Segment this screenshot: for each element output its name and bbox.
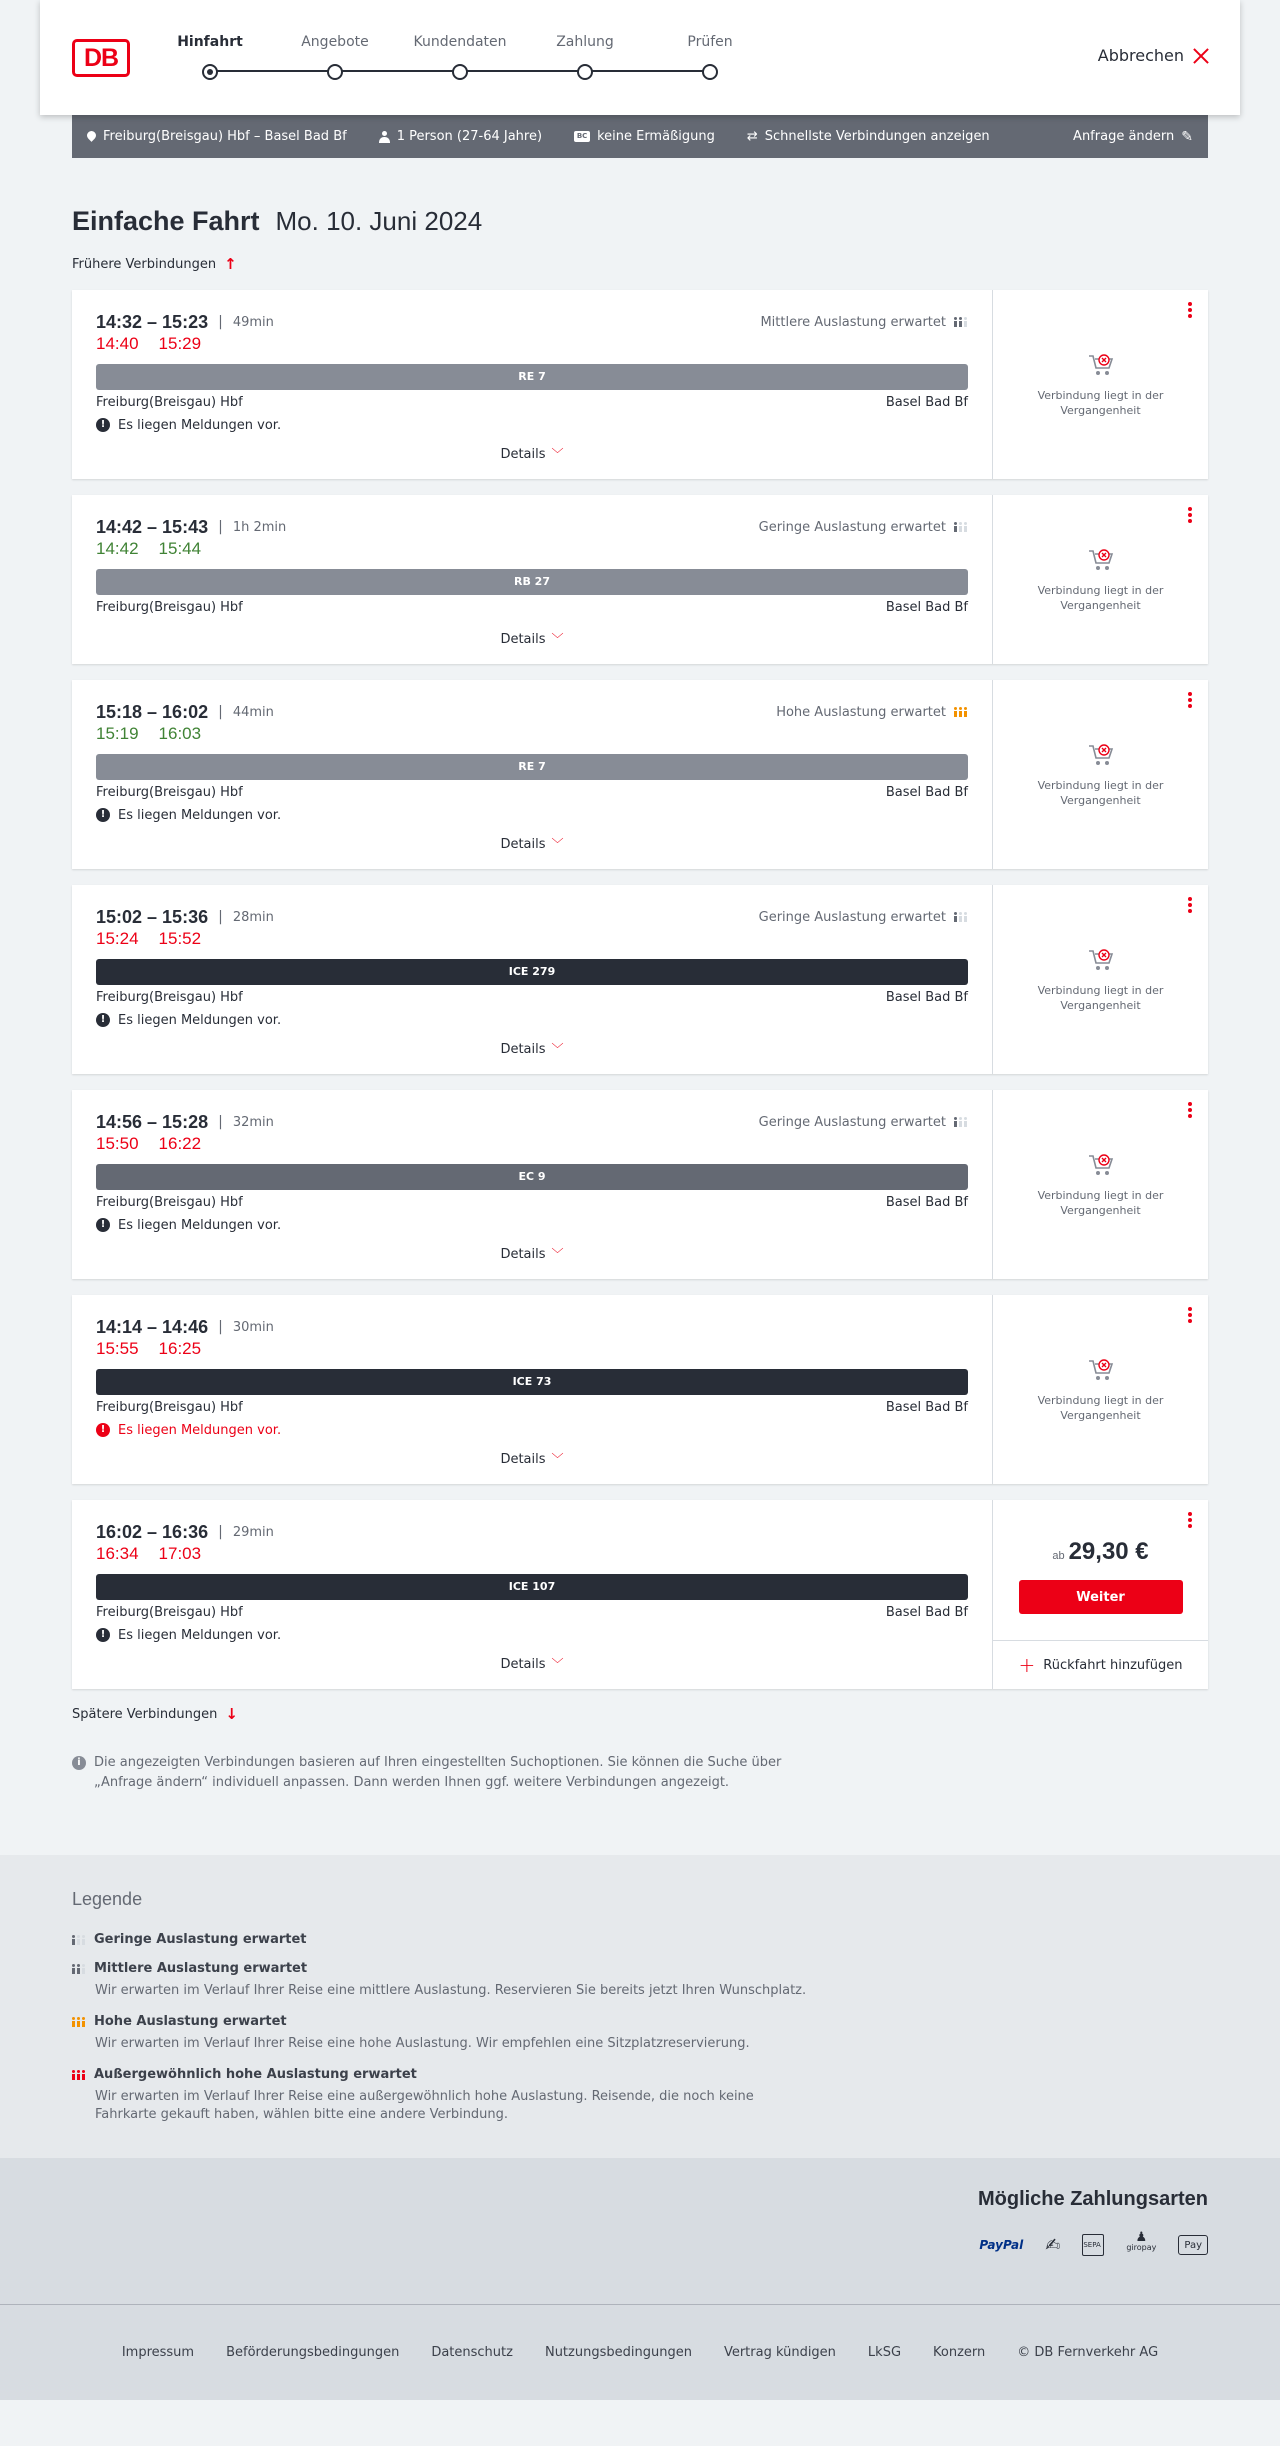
scheduled-times: 15:18 – 16:02 [96,701,209,722]
realtime-departure: 15:19 [96,724,139,743]
details-toggle[interactable] [96,835,968,855]
details-toggle[interactable] [96,1245,968,1265]
legend-item-description: Wir erwarten im Verlauf Ihrer Reise eine hohe Auslastung. Wir empfehlen eine Sitzplatzreservierung. [95,2036,750,2051]
legend-item [72,2014,1208,2053]
past-connection-notice [993,547,1208,613]
cancel-label: Abbrechen [1097,46,1184,65]
connection-offer [993,290,1208,479]
separator: | [218,704,223,720]
cart-unavailable-icon [1087,352,1115,378]
info-note [72,1753,832,1793]
realtime-departure: 14:40 [96,334,139,353]
realtime-departure: 16:34 [96,1544,139,1563]
pencil-icon: ✎ [1181,128,1193,145]
legend-section [0,1855,1280,2158]
occupancy-icon [954,1117,968,1127]
disruption-message-text: Es liegen Meldungen vor. [118,1422,282,1438]
connection-list [72,290,1208,1689]
past-connection-notice [993,1152,1208,1218]
legend-item-head [72,1961,1208,1976]
details-label: Details [500,632,546,647]
connection-times-row [96,1520,968,1544]
connection-offer [993,885,1208,1074]
separator: | [218,314,223,330]
chevron-down-icon: ﹀ [551,632,564,646]
sepa-icon: SEPA [1082,2234,1104,2256]
more-options-icon[interactable] [1188,897,1192,913]
occupancy-indicator [759,910,968,925]
connection-details [72,1295,993,1484]
more-options-icon[interactable] [1188,1512,1192,1528]
alert-icon: ! [96,1218,110,1232]
footer-link[interactable]: Datenschutz [431,2345,513,2360]
occupancy-icon [954,317,968,327]
past-connection-text: Verbindung liegt in der Vergangenheit [1037,1393,1164,1422]
person-icon [379,131,390,143]
scheduled-times: 14:56 – 15:28 [96,1111,209,1132]
scheduled-times: 14:42 – 15:43 [96,516,209,537]
train-bar[interactable]: RB 27 [96,569,968,595]
more-options-icon[interactable] [1188,302,1192,318]
connection-times-row [96,310,968,334]
connection-card[interactable] [72,1295,1208,1484]
connection-card[interactable] [72,495,1208,664]
alert-icon: ! [96,1628,110,1642]
details-label: Details [500,1452,546,1467]
footer-link[interactable]: LkSG [867,2345,902,2360]
connection-details [72,1500,993,1689]
alert-icon: ! [96,808,110,822]
details-label: Details [500,1042,546,1057]
details-toggle[interactable] [96,1655,968,1675]
close-icon [1192,47,1210,65]
departure-station: Freiburg(Breisgau) Hbf [96,785,243,800]
discount-text: keine Ermäßigung [597,129,715,144]
arrival-station: Basel Bad Bf [885,990,968,1005]
connection-offer [993,1090,1208,1279]
header [40,0,1240,115]
payment-icons [72,2230,1208,2257]
search-option-summary [747,129,990,144]
payment-methods-title: Mögliche Zahlungsarten [977,2188,1208,2210]
stations-row [96,785,968,805]
more-options-icon[interactable] [1188,507,1192,523]
swap-arrows-icon: ⇄ [746,129,758,144]
continue-button[interactable]: Weiter [1019,1580,1183,1614]
disruption-message[interactable] [96,1625,968,1645]
realtime-row [96,1134,968,1158]
step-dot-icon [452,64,468,80]
connection-card[interactable] [72,290,1208,479]
occupancy-icon [954,912,968,922]
price-box [993,1500,1208,1614]
apple-pay-icon [1178,2235,1208,2255]
arrival-station: Basel Bad Bf [885,395,968,410]
earlier-connections-link[interactable] [72,255,1208,273]
page-title [72,206,1208,237]
main-content [72,206,1208,1793]
occupancy-level-2-icon [72,1964,86,1974]
step-label: Kundendaten [413,34,507,50]
plus-icon: + [1018,1653,1036,1677]
separator: | [218,909,223,925]
scheduled-times: 15:02 – 15:36 [96,906,209,927]
page-title-trip-type: Einfache Fahrt [72,206,260,236]
occupancy-label: Hohe Auslastung erwartet [776,704,946,720]
cart-unavailable-icon [1087,1357,1115,1383]
scheduled-times: 14:32 – 15:23 [96,311,209,332]
arrival-station: Basel Bad Bf [885,1400,968,1415]
connection-details [72,1090,993,1279]
price-prefix: ab [1052,1550,1065,1562]
alert-icon: ! [96,1013,110,1027]
past-connection-text: Verbindung liegt in der Vergangenheit [1037,388,1164,417]
occupancy-indicator [759,1115,968,1130]
legend-item [72,2067,1208,2124]
scheduled-times: 16:02 – 16:36 [96,1521,209,1542]
connection-card[interactable] [72,1090,1208,1279]
step-2 [400,34,520,50]
train-bar[interactable]: ICE 107 [96,1574,968,1600]
occupancy-label: Mittlere Auslastung erwartet [760,314,946,330]
past-connection-text: Verbindung liegt in der Vergangenheit [1037,583,1164,612]
route-text: Freiburg(Breisgau) Hbf – Basel Bad Bf [103,129,347,144]
occupancy-indicator [759,520,968,535]
progress-stepper [177,34,733,84]
duration: 44min [232,704,274,720]
duration: 29min [232,1524,274,1540]
disruption-message-text: Es liegen Meldungen vor. [118,1217,282,1233]
connection-times-row [96,515,968,539]
realtime-row [96,1544,968,1568]
train-bar[interactable]: EC 9 [96,1164,968,1190]
disruption-message[interactable] [96,1215,968,1235]
departure-station: Freiburg(Breisgau) Hbf [96,600,243,615]
step-dot-icon [702,64,718,80]
realtime-departure: 14:42 [96,539,139,558]
discount-summary [574,129,715,144]
departure-station: Freiburg(Breisgau) Hbf [96,1400,243,1415]
occupancy-label: Geringe Auslastung erwartet [758,1114,946,1130]
connection-details [72,290,993,479]
step-3 [525,34,645,50]
connection-offer [993,495,1208,664]
past-connection-notice [993,947,1208,1013]
alert-icon: ! [96,1423,110,1437]
disruption-message-text: Es liegen Meldungen vor. [118,1012,282,1028]
stations-row [96,1605,968,1625]
more-options-icon[interactable] [1188,1307,1192,1323]
step-dot-icon [577,64,593,80]
legend-item-title: Geringe Auslastung erwartet [94,1932,307,1947]
past-connection-notice [993,742,1208,808]
details-label: Details [500,1247,546,1262]
realtime-arrival: 16:03 [158,724,202,743]
past-connection-text: Verbindung liegt in der Vergangenheit [1037,778,1164,807]
passenger-summary [379,129,542,144]
separator: | [218,1319,223,1335]
occupancy-indicator [760,315,968,330]
departure-station: Freiburg(Breisgau) Hbf [96,1605,243,1620]
cart-unavailable-icon [1087,947,1115,973]
step-0 [150,34,270,50]
later-connections-link[interactable] [72,1705,1208,1723]
chevron-down-icon: ﹀ [551,1042,564,1056]
details-toggle[interactable] [96,630,968,650]
add-return-trip-link[interactable] [993,1640,1208,1689]
separator: | [218,1114,223,1130]
footer-link[interactable]: Nutzungsbedingungen [544,2345,692,2360]
realtime-arrival: 16:22 [158,1134,202,1153]
chevron-down-icon: ﹀ [551,837,564,851]
passenger-text: 1 Person (27-64 Jahre) [396,129,543,144]
connection-times-row [96,1315,968,1339]
location-pin-icon [87,131,96,143]
legend-item-title: Hohe Auslastung erwartet [94,2014,287,2029]
step-dot-icon [202,64,218,80]
cart-unavailable-icon [1087,547,1115,573]
disruption-message-text: Es liegen Meldungen vor. [118,807,282,823]
connection-card[interactable] [72,1500,1208,1689]
footer-link[interactable]: Vertrag kündigen [723,2345,836,2360]
duration: 30min [232,1319,274,1335]
later-connections-label: Spätere Verbindungen [72,1706,218,1722]
legend-item [72,1932,1208,1947]
arrival-station: Basel Bad Bf [885,1195,968,1210]
duration: 32min [232,1114,274,1130]
step-label: Hinfahrt [177,34,243,50]
past-connection-text: Verbindung liegt in der Vergangenheit [1037,983,1164,1012]
realtime-row [96,1339,968,1363]
duration: 1h 2min [232,519,287,535]
legend-item-description: Wir erwarten im Verlauf Ihrer Reise eine mittlere Auslastung. Reservieren Sie bereits jetzt Ihren Wunschplatz. [95,1983,807,1998]
footer-link[interactable]: Beförderungsbedingungen [226,2345,400,2360]
details-label: Details [500,447,546,462]
copyright: © DB Fernverkehr AG [1017,2345,1159,2360]
occupancy-level-1-icon [72,1935,86,1945]
add-return-trip-label: Rückfahrt hinzufügen [1043,1657,1183,1673]
train-bar[interactable]: ICE 73 [96,1369,968,1395]
realtime-row [96,539,968,563]
scheduled-times: 14:14 – 14:46 [96,1316,209,1337]
cart-unavailable-icon [1087,742,1115,768]
arrival-station: Basel Bad Bf [885,600,968,615]
step-4 [650,34,770,50]
disruption-message-text: Es liegen Meldungen vor. [118,417,282,433]
step-label: Prüfen [687,34,733,50]
departure-station: Freiburg(Breisgau) Hbf [96,990,243,1005]
cart-unavailable-icon [1087,1152,1115,1178]
occupancy-indicator [776,705,968,720]
giropay-label: giropay [1126,2243,1157,2252]
past-connection-notice [993,352,1208,418]
arrow-down-icon: ↓ [225,1705,238,1723]
disruption-message-text: Es liegen Meldungen vor. [118,1627,282,1643]
cancel-button[interactable] [1098,46,1210,65]
info-note-text: Die angezeigten Verbindungen basieren auf Ihren eingestellten Suchoptionen. Sie können die Suche über „Anfrage ändern“ individuell anpassen. Dann werden Ihnen ggf. weitere Verbindungen angezeigt. [94,1755,782,1790]
connection-offer [993,1295,1208,1484]
realtime-row [96,334,968,358]
paypal-icon: PayPal [979,2238,1024,2252]
earlier-connections-label: Frühere Verbindungen [72,256,217,272]
edit-search-label: Anfrage ändern [1073,129,1175,144]
separator: | [218,519,223,535]
legend-title: Legende [72,1889,143,1909]
route-summary [87,129,347,144]
legend-item-title: Außergewöhnlich hohe Auslastung erwartet [94,2067,417,2082]
realtime-departure: 15:24 [96,929,139,948]
legend-item-head [72,2067,1208,2082]
apple-pay-label: Pay [1184,2239,1202,2251]
disruption-message[interactable] [96,1420,968,1440]
arrival-station: Basel Bad Bf [885,1605,968,1620]
connection-details [72,885,993,1074]
connection-details [72,495,993,664]
connection-times-row [96,1110,968,1134]
edit-search-button[interactable] [1073,129,1193,145]
disruption-message[interactable] [96,1010,968,1030]
info-icon: i [72,1756,86,1770]
price [993,1538,1208,1566]
legend-item-title: Mittlere Auslastung erwartet [94,1961,308,1976]
legend-item-description: Wir erwarten im Verlauf Ihrer Reise eine außergewöhnlich hohe Auslastung. Reisende, die noch keine Fahrkarte gekauft haben, wählen bitte eine andere Verbindung. [95,2089,754,2122]
price-value: 29,30 € [1068,1538,1149,1565]
details-label: Details [500,1657,546,1672]
page-title-date: Mo. 10. Juni 2024 [275,206,483,236]
occupancy-label: Geringe Auslastung erwartet [758,909,946,925]
direct-debit-icon: ✍ [1045,2234,1061,2256]
step-1 [275,34,395,50]
disruption-message[interactable] [96,415,968,435]
departure-station: Freiburg(Breisgau) Hbf [96,395,243,410]
more-options-icon[interactable] [1188,692,1192,708]
train-bar[interactable]: ICE 279 [96,959,968,985]
realtime-row [96,724,968,748]
connection-card[interactable] [72,885,1208,1074]
past-connection-text: Verbindung liegt in der Vergangenheit [1037,1188,1164,1217]
alert-icon: ! [96,418,110,432]
more-options-icon[interactable] [1188,1102,1192,1118]
arrow-up-icon: ↑ [224,255,237,273]
step-label: Zahlung [556,34,614,50]
details-label: Details [500,837,546,852]
chevron-down-icon: ﹀ [551,447,564,461]
connection-offer [993,680,1208,869]
occupancy-label: Geringe Auslastung erwartet [758,519,946,535]
realtime-departure: 15:55 [96,1339,139,1358]
details-toggle[interactable] [96,1450,968,1470]
footer-link[interactable]: Konzern [933,2345,986,2360]
connection-offer [993,1500,1208,1689]
chevron-down-icon: ﹀ [551,1657,564,1671]
chevron-down-icon: ﹀ [551,1247,564,1261]
legend-item-head [72,2014,1208,2029]
duration: 49min [232,314,274,330]
step-label: Angebote [301,34,369,50]
realtime-departure: 15:50 [96,1134,139,1153]
connection-times-row [96,905,968,929]
train-bar[interactable]: RE 7 [96,754,968,780]
realtime-arrival: 15:52 [158,929,202,948]
db-logo[interactable]: DB [72,39,130,77]
chevron-down-icon: ﹀ [551,1452,564,1466]
footer [0,2304,1280,2400]
payment-methods-section [0,2158,1280,2304]
separator: | [218,1524,223,1540]
realtime-row [96,929,968,953]
footer-link[interactable]: Impressum [121,2345,195,2360]
stations-row [96,1400,968,1420]
connection-details [72,680,993,869]
departure-station: Freiburg(Breisgau) Hbf [96,1195,243,1210]
stations-row [96,600,968,620]
realtime-arrival: 16:25 [158,1339,202,1358]
stations-row [96,1195,968,1215]
occupancy-level-3-icon [72,2017,86,2027]
search-option-text: Schnellste Verbindungen anzeigen [764,129,990,144]
giropay-icon: ♟ giropay [1126,2230,1157,2252]
occupancy-level-4-icon [72,2070,86,2080]
legend-item [72,1961,1208,2000]
connection-card[interactable] [72,680,1208,869]
search-summary-bar [72,115,1208,158]
arrival-station: Basel Bad Bf [885,785,968,800]
occupancy-icon [954,707,968,717]
stations-row [96,395,968,415]
details-toggle[interactable] [96,1040,968,1060]
duration: 28min [232,909,274,925]
stations-row [96,990,968,1010]
connection-times-row [96,700,968,724]
realtime-arrival: 17:03 [158,1544,202,1563]
realtime-arrival: 15:44 [158,539,202,558]
train-bar[interactable]: RE 7 [96,364,968,390]
legend-item-head [72,1932,1208,1947]
details-toggle[interactable] [96,445,968,465]
realtime-arrival: 15:29 [158,334,202,353]
occupancy-icon [954,522,968,532]
step-dot-icon [327,64,343,80]
past-connection-notice [993,1357,1208,1423]
bahncard-icon: BC [574,131,590,142]
disruption-message[interactable] [96,805,968,825]
